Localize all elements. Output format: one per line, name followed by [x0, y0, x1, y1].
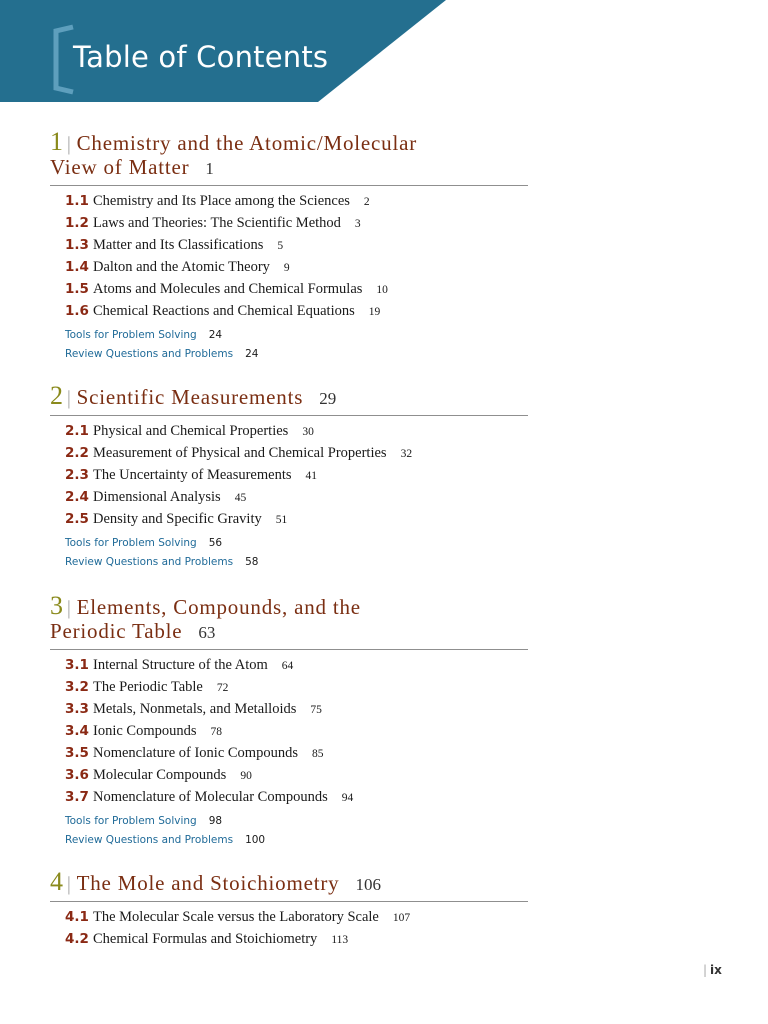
section-item[interactable]: [65, 679, 528, 701]
section-item[interactable]: [65, 237, 528, 259]
section-title[interactable]: Atoms and Molecules and Chemical Formulas: [93, 281, 363, 297]
section-title[interactable]: Density and Specific Gravity: [93, 511, 262, 527]
section-page: 41: [305, 470, 317, 482]
section-number: 1.5: [65, 281, 89, 297]
section-title[interactable]: Chemical Reactions and Chemical Equations: [93, 303, 355, 319]
section-title[interactable]: Dalton and the Atomic Theory: [93, 259, 270, 275]
extra-label[interactable]: Tools for Problem Solving: [65, 329, 197, 341]
chapter-title-cont[interactable]: View of Matter: [50, 155, 190, 179]
section-item[interactable]: [65, 767, 528, 789]
section-title[interactable]: Molecular Compounds: [93, 767, 227, 783]
chapter-4: [50, 867, 528, 953]
chapter-title-link[interactable]: Scientific Measurements: [76, 385, 304, 409]
extra-label[interactable]: Review Questions and Problems: [65, 348, 234, 360]
section-page: 3: [354, 218, 361, 230]
extra-page: 24: [208, 329, 223, 341]
section-number: 3.2: [65, 679, 89, 695]
chapter-number: 1: [50, 127, 64, 156]
section-title[interactable]: Nomenclature of Molecular Compounds: [93, 789, 328, 805]
section-number: 3.7: [65, 789, 89, 805]
section-title[interactable]: Internal Structure of the Atom: [93, 657, 268, 673]
folio-divider: |: [703, 963, 708, 977]
section-number: 2.4: [65, 489, 89, 505]
section-item[interactable]: [65, 723, 528, 745]
section-number: 2.3: [65, 467, 89, 483]
chapter-divider: |: [66, 387, 72, 409]
chapter-heading: [50, 381, 528, 416]
section-page: 94: [341, 792, 354, 804]
section-title[interactable]: Physical and Chemical Properties: [93, 423, 289, 439]
section-number: 3.4: [65, 723, 89, 739]
section-title[interactable]: Measurement of Physical and Chemical Properties: [93, 445, 387, 461]
chapter-heading: [50, 127, 528, 186]
section-number: 2.5: [65, 511, 89, 527]
extra-label[interactable]: Review Questions and Problems: [65, 556, 234, 568]
section-page: 64: [281, 660, 294, 672]
section-title[interactable]: Laws and Theories: The Scientific Method: [93, 215, 341, 231]
extra-page: 56: [208, 537, 223, 549]
section-title[interactable]: The Periodic Table: [93, 679, 203, 695]
chapter-divider: |: [66, 873, 72, 895]
chapter-title-cont[interactable]: Periodic Table: [50, 619, 183, 643]
section-item[interactable]: [65, 489, 528, 511]
extra-label[interactable]: Tools for Problem Solving: [65, 815, 197, 827]
section-title[interactable]: Chemical Formulas and Stoichiometry: [93, 931, 318, 947]
extra-label[interactable]: Review Questions and Problems: [65, 834, 234, 846]
section-page: 51: [275, 514, 288, 526]
extra-page: 24: [245, 348, 259, 360]
chapter-3: [50, 591, 528, 853]
section-page: 72: [216, 682, 229, 694]
section-page: 75: [310, 704, 322, 716]
section-page: 107: [392, 912, 411, 924]
section-number: 2.2: [65, 445, 89, 461]
section-page: 9: [283, 262, 290, 274]
section-page: 32: [400, 448, 413, 460]
chapter-divider: |: [66, 133, 72, 155]
chapter-heading: [50, 867, 528, 902]
chapter-number: 2: [50, 381, 64, 410]
section-item[interactable]: [65, 423, 528, 445]
section-item[interactable]: [65, 259, 528, 281]
section-item[interactable]: [65, 931, 528, 953]
page-folio: [703, 963, 722, 977]
section-list: [65, 657, 528, 811]
chapter-divider: |: [66, 597, 72, 619]
section-item[interactable]: [65, 789, 528, 811]
section-page: 78: [210, 726, 223, 738]
section-page: 2: [363, 196, 370, 208]
extra-page: 98: [208, 815, 223, 827]
section-number: 3.5: [65, 745, 89, 761]
chapter-number: 3: [50, 591, 64, 620]
section-number: 3.6: [65, 767, 89, 783]
section-number: 2.1: [65, 423, 89, 439]
chapter-1: [50, 127, 528, 367]
chapter-extras: [65, 815, 528, 853]
review-questions-link[interactable]: [65, 834, 528, 853]
extra-label[interactable]: Tools for Problem Solving: [65, 537, 197, 549]
chapter-page: 106: [355, 875, 381, 894]
chapter-page: 29: [319, 389, 337, 408]
section-page: 90: [240, 770, 252, 782]
section-item[interactable]: [65, 215, 528, 237]
section-title[interactable]: Ionic Compounds: [93, 723, 197, 739]
section-title[interactable]: Nomenclature of Ionic Compounds: [93, 745, 298, 761]
section-list: [65, 193, 528, 325]
section-item[interactable]: [65, 193, 528, 215]
section-item[interactable]: [65, 657, 528, 679]
section-page: 45: [234, 492, 247, 504]
section-item[interactable]: [65, 909, 528, 931]
section-page: 19: [368, 306, 381, 318]
section-list: [65, 423, 528, 533]
chapter-extras: [65, 537, 528, 575]
tools-for-problem-solving-link[interactable]: [65, 815, 528, 834]
section-page: 113: [331, 934, 349, 946]
section-item[interactable]: [65, 303, 528, 325]
section-page: 10: [376, 284, 388, 296]
extra-page: 100: [245, 834, 266, 846]
section-item[interactable]: [65, 281, 528, 303]
chapter-heading: [50, 591, 528, 650]
section-number: 3.1: [65, 657, 89, 673]
folio-page-number: ix: [710, 963, 722, 977]
section-title[interactable]: The Molecular Scale versus the Laboratory Scale: [93, 909, 379, 925]
extra-page: 58: [245, 556, 259, 568]
section-title[interactable]: Matter and Its Classifications: [93, 237, 264, 253]
page-title: Table of Contents: [73, 40, 329, 74]
section-number: 1.1: [65, 193, 89, 209]
section-number: 4.1: [65, 909, 89, 925]
chapter-title-link[interactable]: Chemistry and the Atomic/Molecular: [76, 131, 418, 155]
tools-for-problem-solving-link[interactable]: [65, 537, 528, 556]
section-number: 1.6: [65, 303, 89, 319]
section-page: 85: [311, 748, 324, 760]
section-page: 5: [277, 240, 284, 252]
section-item[interactable]: [65, 701, 528, 723]
chapter-number: 4: [50, 867, 64, 896]
section-title[interactable]: Chemistry and Its Place among the Sciences: [93, 193, 350, 209]
section-number: 1.4: [65, 259, 89, 275]
chapter-page: 1: [205, 159, 214, 178]
section-title[interactable]: Metals, Nonmetals, and Metalloids: [93, 701, 297, 717]
section-item[interactable]: [65, 467, 528, 489]
section-number: 1.3: [65, 237, 89, 253]
section-item[interactable]: [65, 445, 528, 467]
chapter-title-link[interactable]: Elements, Compounds, and the: [76, 595, 361, 619]
section-item[interactable]: [65, 745, 528, 767]
section-item[interactable]: [65, 511, 528, 533]
review-questions-link[interactable]: [65, 348, 528, 367]
section-title[interactable]: Dimensional Analysis: [93, 489, 221, 505]
section-number: 1.2: [65, 215, 89, 231]
review-questions-link[interactable]: [65, 556, 528, 575]
section-page: 30: [302, 426, 314, 438]
section-number: 4.2: [65, 931, 89, 947]
chapter-extras: [65, 329, 528, 367]
section-number: 3.3: [65, 701, 89, 717]
section-title[interactable]: The Uncertainty of Measurements: [93, 467, 292, 483]
chapter-2: [50, 381, 528, 575]
chapter-title-link[interactable]: The Mole and Stoichiometry: [76, 871, 340, 895]
section-list: [65, 909, 528, 953]
chapter-page: 63: [198, 623, 216, 642]
tools-for-problem-solving-link[interactable]: [65, 329, 528, 348]
